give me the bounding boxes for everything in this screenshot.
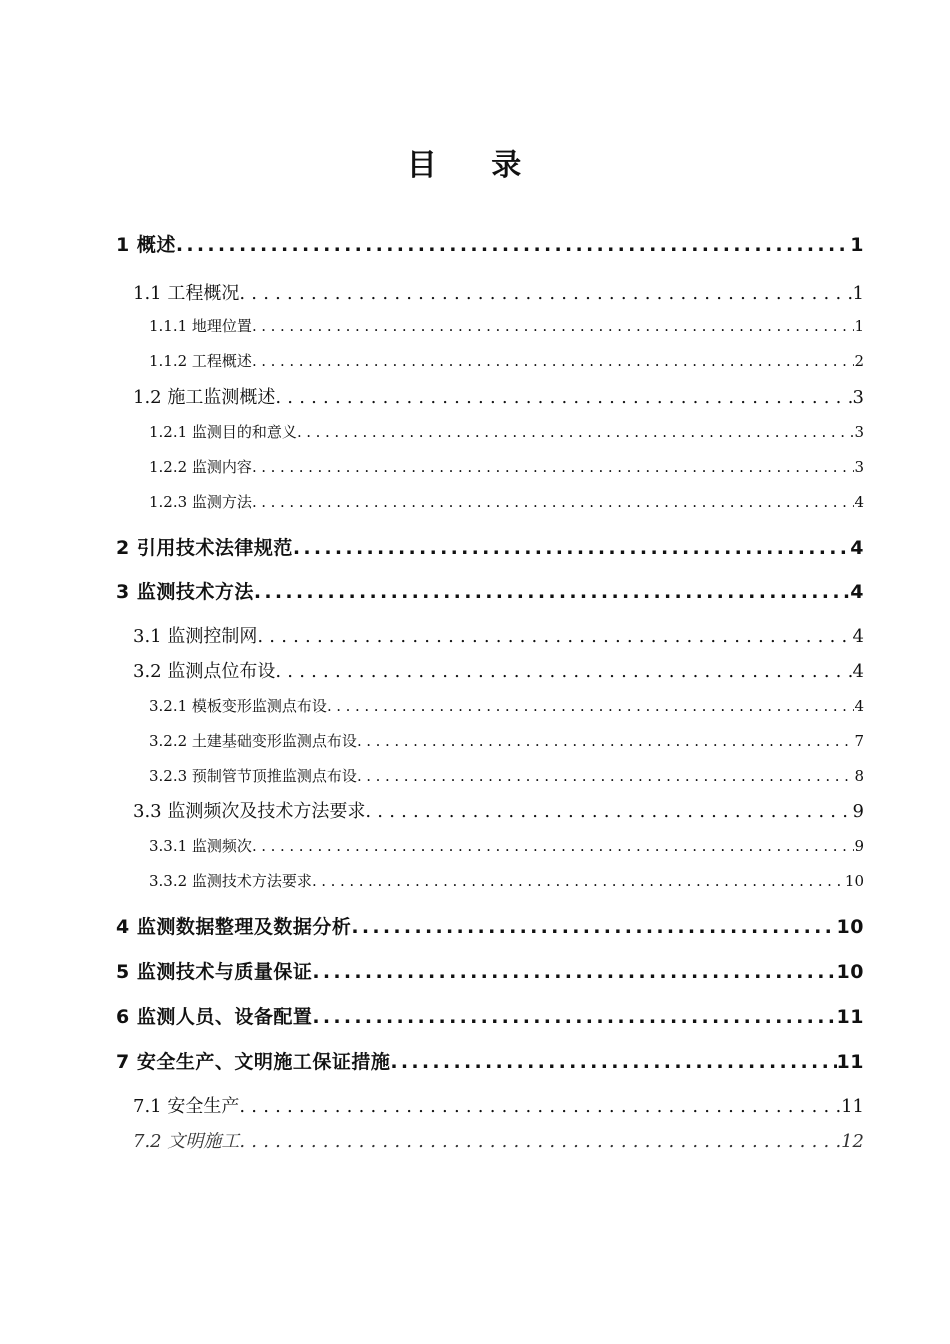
toc-page-number: 1 (854, 317, 864, 335)
toc-entry-label: 3.2.3 预制管节顶推监测点布设 (149, 767, 357, 785)
toc-entry-label: 1.1.1 地理位置 (149, 317, 252, 335)
toc-entry[interactable] (116, 912, 864, 939)
toc-page-number: 11 (836, 1006, 864, 1028)
toc-title: 目 录 (406, 148, 544, 183)
toc-page-number: 11 (841, 1096, 864, 1117)
toc-entry[interactable] (149, 421, 864, 442)
toc-leader-dots (357, 732, 855, 750)
toc-entry[interactable] (149, 835, 864, 856)
toc-page-number: 1 (850, 234, 864, 256)
toc-leader-dots (252, 352, 855, 370)
toc-entry[interactable] (133, 657, 864, 683)
toc-page-number: 2 (854, 352, 864, 370)
toc-entry-label: 3.2.2 土建基础变形监测点布设 (149, 732, 357, 750)
toc-page-number: 10 (844, 872, 864, 890)
toc-leader-dots (239, 283, 852, 304)
toc-entry-label: 7 安全生产、文明施工保证措施 (116, 1051, 391, 1073)
toc-page-number: 4 (850, 537, 864, 559)
toc-leader-dots (252, 317, 855, 335)
toc-page-number: 3 (852, 387, 864, 408)
toc-leader-dots (252, 837, 855, 855)
toc-leader-dots (312, 961, 836, 983)
toc-entry[interactable] (133, 1127, 864, 1153)
toc-entry[interactable] (133, 279, 864, 305)
toc-entry-label: 2 引用技术法律规范 (116, 537, 293, 559)
toc-entry[interactable] (116, 957, 864, 984)
toc-entry[interactable] (133, 383, 864, 409)
toc-entry-label: 1.2.2 监测内容 (149, 458, 252, 476)
toc-page-number: 7 (854, 732, 864, 750)
toc-leader-dots (275, 661, 852, 682)
toc-page-number: 4 (850, 581, 864, 603)
toc-leader-dots (327, 697, 855, 715)
toc-page-number: 9 (852, 801, 864, 822)
toc-entry-label: 3.3 监测频次及技术方法要求 (133, 801, 366, 822)
toc-entry-label: 3.3.1 监测频次 (149, 837, 252, 855)
toc-entry[interactable] (116, 1047, 864, 1074)
toc-entry[interactable] (116, 577, 864, 604)
toc-entry-label: 7.2 文明施工 (133, 1131, 240, 1152)
toc-leader-dots (254, 581, 850, 603)
toc-entry[interactable] (149, 870, 864, 891)
toc-entry[interactable] (149, 491, 864, 512)
toc-entry-label: 5 监测技术与质量保证 (116, 961, 313, 983)
toc-entry[interactable] (149, 350, 864, 371)
toc-entry[interactable] (149, 730, 864, 751)
toc-entry[interactable] (133, 797, 864, 823)
toc-entry-label: 1.2.3 监测方法 (149, 493, 252, 511)
toc-page-number: 10 (836, 916, 864, 938)
toc-leader-dots (176, 234, 850, 256)
toc-page-number: 4 (854, 697, 864, 715)
toc-leader-dots (239, 1096, 841, 1117)
toc-entry[interactable] (116, 1002, 864, 1029)
toc-page-number: 3 (854, 423, 864, 441)
toc-entry[interactable] (149, 765, 864, 786)
toc-entry[interactable] (133, 1092, 864, 1118)
toc-entry-label: 4 监测数据整理及数据分析 (116, 916, 352, 938)
toc-page-number: 3 (854, 458, 864, 476)
toc-page-number: 11 (836, 1051, 864, 1073)
toc-page-number: 12 (841, 1131, 864, 1152)
toc-entry[interactable] (149, 695, 864, 716)
toc-entry-label: 6 监测人员、设备配置 (116, 1006, 313, 1028)
toc-entry-label: 1.2 施工监测概述 (133, 387, 276, 408)
toc-leader-dots (252, 493, 855, 511)
toc-leader-dots (365, 801, 852, 822)
toc-entry[interactable] (149, 315, 864, 336)
toc-entry-label: 7.1 安全生产 (133, 1096, 240, 1117)
toc-page-number: 4 (852, 661, 864, 682)
toc-entry-label: 3.2 监测点位布设 (133, 661, 276, 682)
toc-entry-label: 1.1.2 工程概述 (149, 352, 252, 370)
toc-leader-dots (257, 626, 852, 647)
toc-leader-dots (293, 537, 850, 559)
toc-entry[interactable] (149, 456, 864, 477)
toc-entry-label: 1.1 工程概况 (133, 283, 240, 304)
toc-entry-label: 1.2.1 监测目的和意义 (149, 423, 297, 441)
toc-leader-dots (351, 916, 836, 938)
toc-entry[interactable] (116, 230, 864, 257)
toc-entry-label: 3 监测技术方法 (116, 581, 254, 603)
toc-leader-dots (297, 423, 855, 441)
toc-page-number: 10 (836, 961, 864, 983)
toc-page-number: 4 (854, 493, 864, 511)
toc-entry-label: 3.1 监测控制网 (133, 626, 258, 647)
toc-leader-dots (312, 872, 845, 890)
toc-entry-label: 1 概述 (116, 234, 176, 256)
toc-page-number: 1 (852, 283, 864, 304)
toc-leader-dots (357, 767, 855, 785)
toc-leader-dots (239, 1131, 841, 1152)
toc-entry[interactable] (133, 622, 864, 648)
toc-leader-dots (312, 1006, 836, 1028)
toc-leader-dots (252, 458, 855, 476)
toc-leader-dots (390, 1051, 836, 1073)
toc-entry-label: 3.3.2 监测技术方法要求 (149, 872, 312, 890)
toc-entry-label: 3.2.1 模板变形监测点布设 (149, 697, 327, 715)
toc-entry[interactable] (116, 533, 864, 560)
toc-page-number: 8 (854, 767, 864, 785)
toc-page-number: 4 (852, 626, 864, 647)
toc-page-number: 9 (854, 837, 864, 855)
toc-leader-dots (275, 387, 852, 408)
